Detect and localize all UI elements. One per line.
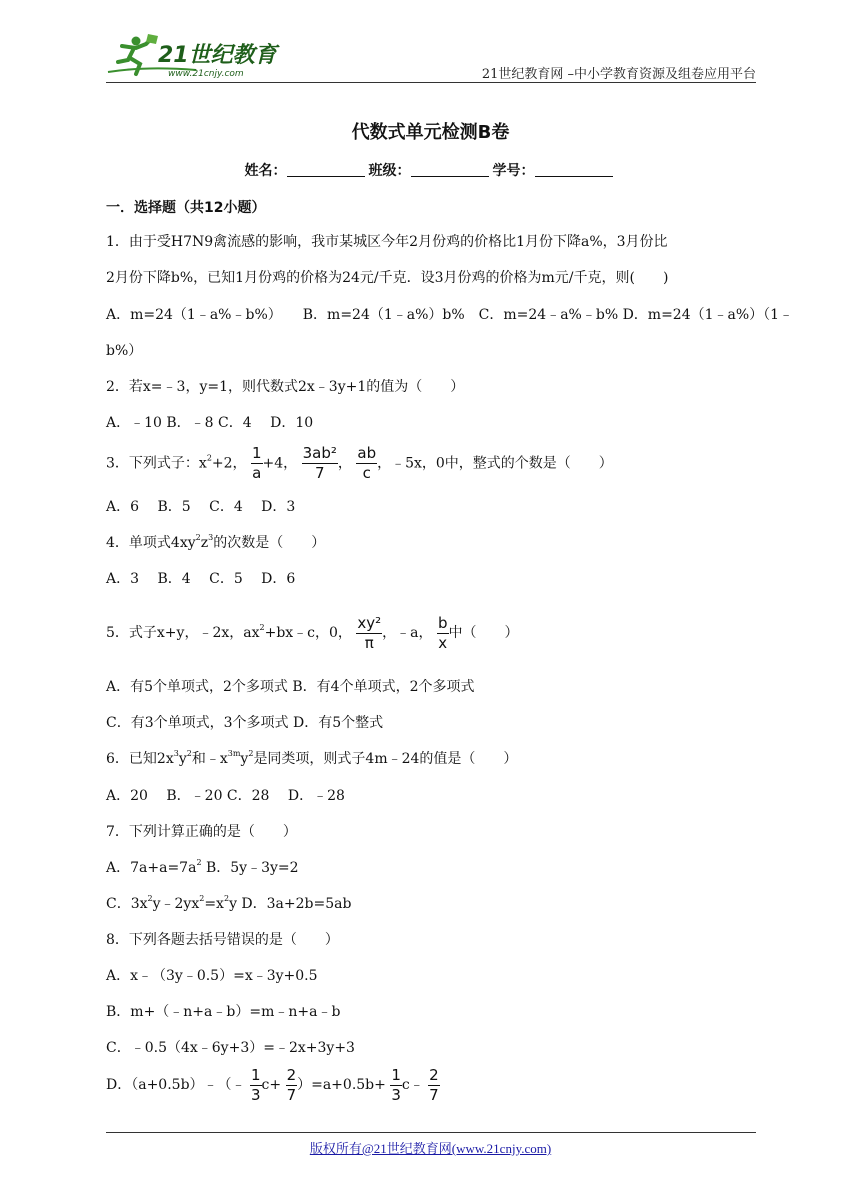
q8-option-d: D．（a+0.5b）﹣（﹣ $\frac{1}{3}$ c+ $\frac{2}{7}$ ）=a+0.5b+ $\frac{1}{3}$ c﹣ $\frac{2}{7}$ [106, 1065, 439, 1104]
class-label: 班级： [368, 163, 411, 179]
footer-copyright-link[interactable]: 版权所有@21世纪教育网(www.21cnjy.com) [309, 1141, 552, 1156]
page-title: 代数式单元检测B卷 [351, 122, 510, 143]
fraction: $\frac{b}{x}$ [437, 613, 448, 652]
id-blank[interactable] [535, 162, 613, 177]
q1-options-line2: b%） [106, 343, 143, 359]
fraction: $\frac{ab}{c}$ [357, 444, 377, 482]
q2-stem: 2．若x=﹣3，y=1，则代数式2x﹣3y+1的值为（ ） [106, 379, 465, 395]
q1-stem-line2: 2月份下降b%，已知1月份鸡的价格为24元/千克．设3月份鸡的价格为m元/千克，则( ) [106, 270, 669, 286]
svg-text:21世纪教育: 21世纪教育 [158, 43, 277, 68]
fraction: $\frac{2}{7}$ [286, 1065, 297, 1104]
header-divider [106, 82, 756, 83]
name-blank[interactable] [287, 162, 365, 177]
q5-options-line1: A．有5个单项式，2个多项式 B．有4个单项式，2个多项式 [106, 679, 475, 695]
q5-options-line2: C．有3个单项式，3个多项式 D．有5个整式 [106, 715, 384, 731]
fraction: $\frac{1}{a}$ [252, 444, 262, 482]
student-info-line [0, 160, 861, 180]
q7-options-ab: A．$7a+a=7a^2$ B．5y﹣3y=2 [106, 858, 299, 876]
q8-option-b: B．m+（﹣n+a﹣b）=m﹣n+a﹣b [106, 1004, 341, 1020]
name-label: 姓名： [244, 163, 287, 179]
q6-options: A．20 B．﹣20 C．28 D．﹣28 [106, 788, 345, 804]
q4-stem: 4．单项式$4xy^2z^3$的次数是（ ） [106, 533, 326, 551]
q4-options: A．3 B．4 C．5 D．6 [106, 571, 296, 587]
q8-option-a: A．x﹣（3y﹣0.5）=x﹣3y+0.5 [106, 968, 318, 984]
id-label: 学号： [492, 163, 535, 179]
fraction: $\frac{2}{7}$ [429, 1065, 439, 1104]
fraction: $\frac{1}{3}$ [391, 1065, 401, 1104]
svg-text:www.21cnjy.com: www.21cnjy.com [168, 69, 244, 79]
class-blank[interactable] [411, 162, 489, 177]
footer-divider [106, 1132, 756, 1133]
q7-stem: 7．下列计算正确的是（ ） [106, 824, 297, 840]
fraction: $\frac{\text{xy²}}{\pi}$ [357, 613, 382, 652]
q3-stem: 3．下列式子：$x^2+2$， $\frac{1}{a}$ +4， $\frac{\text{3ab²}}{7}$ ， $\frac{ab}{c}$ ，﹣5x，0中，整式的个数是（ ） [106, 444, 613, 482]
q7-options-cd: C．$3x^2y﹣2yx^2=x^2y$ D．3a+2b=5ab [106, 894, 352, 912]
fraction: $\frac{\text{3ab²}}{7}$ [302, 444, 337, 482]
q8-stem: 8．下列各题去括号错误的是（ ） [106, 932, 339, 948]
page-header [106, 32, 756, 82]
q1-options-line1: A．m=24（1﹣a%﹣b%） B．m=24（1﹣a%）b% C．m=24﹣a%﹣b% D．m=24（1﹣a%）（1﹣ [106, 307, 794, 323]
q6-stem: 6．已知$2x^3y^2$和$﹣x^{3m}y^2$是同类项，则式子4m﹣24的值是（ ） [106, 749, 518, 767]
section-heading: 一．选择题（共12小题） [106, 200, 266, 216]
q3-options: A．6 B．5 C．4 D．3 [106, 499, 296, 515]
fraction: $\frac{1}{3}$ [250, 1065, 261, 1104]
header-site-title: 21世纪教育网 –中小学教育资源及组卷应用平台 [481, 67, 756, 82]
q1-stem-line1: 1．由于受H7N9禽流感的影响，我市某城区今年2月份鸡的价格比1月份下降a%，3月份比 [106, 234, 668, 250]
q8-option-c: C．﹣0.5（4x﹣6y+3）=﹣2x+3y+3 [106, 1040, 355, 1056]
q5-stem: 5．式子x+y，﹣2x，$ax^2+bx﹣c$，0， $\frac{\text{xy²}}{\pi}$ ，﹣a， $\frac{b}{x}$ 中（ ） [106, 613, 519, 652]
logo-21cnjy [106, 32, 281, 80]
q2-options: A．﹣10 B．﹣8 C．4 D．10 [106, 415, 314, 431]
